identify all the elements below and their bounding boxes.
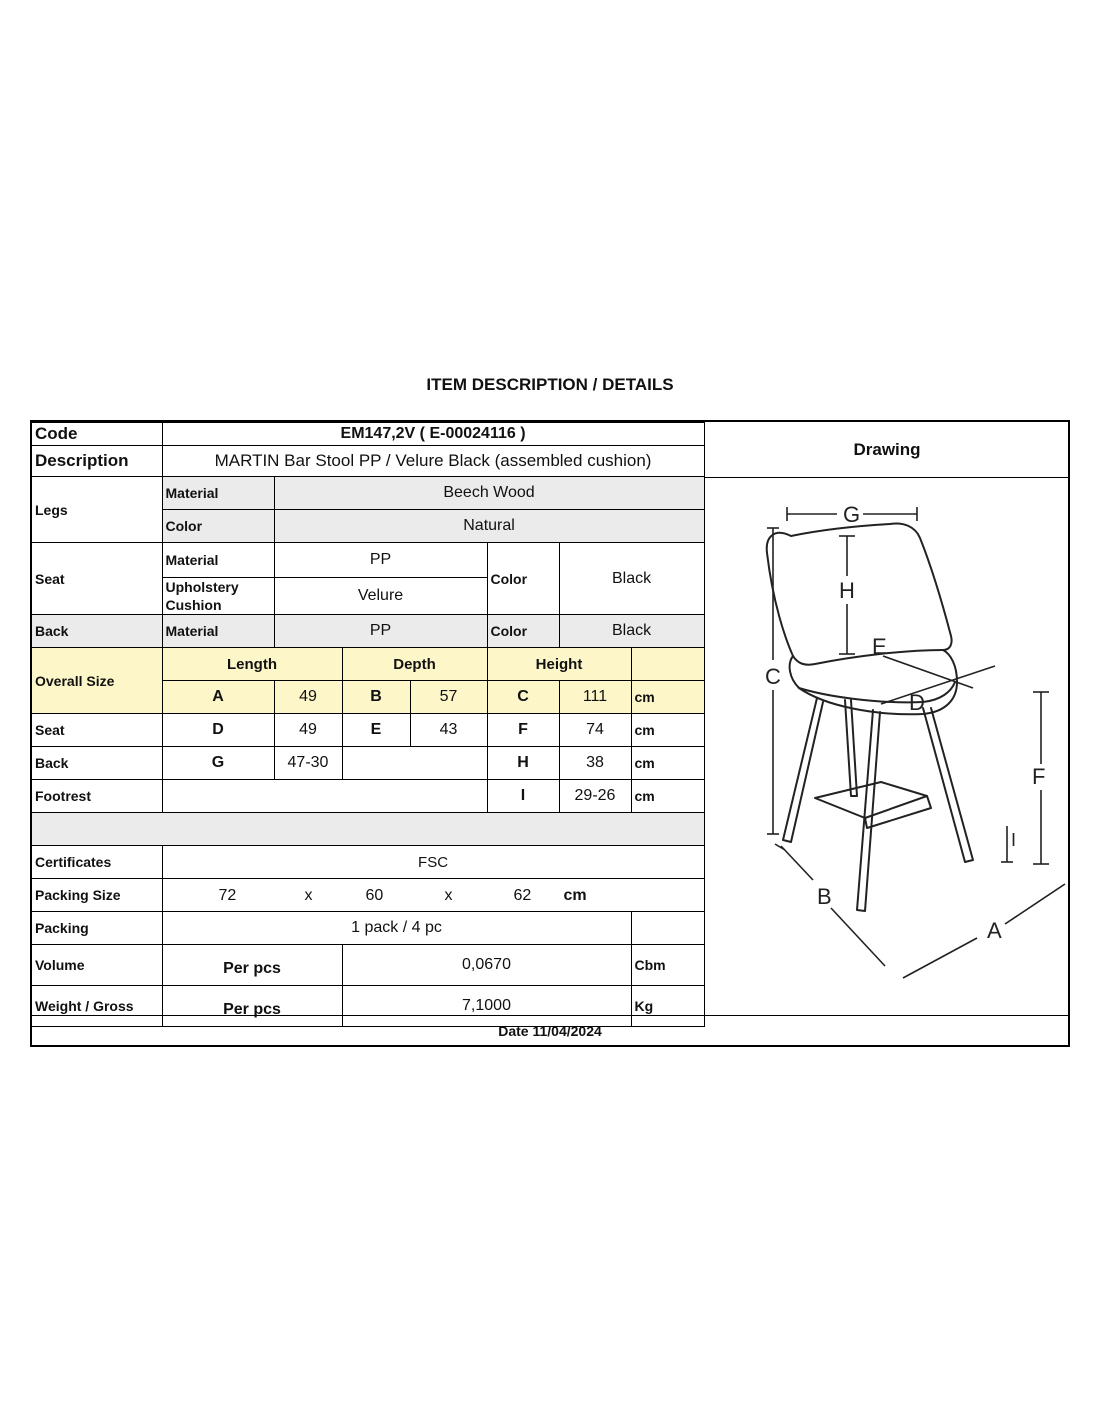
spacer-cell xyxy=(32,813,704,846)
seat-f-value: 74 xyxy=(559,714,631,747)
drawing-header: Drawing xyxy=(704,422,1069,478)
stool-drawing xyxy=(705,478,1069,1016)
back-material-label: Material xyxy=(162,615,274,648)
weight-value: 7,1000 xyxy=(342,986,631,1027)
seat-dims-row xyxy=(32,714,704,747)
packing-length: 72 xyxy=(218,887,237,904)
seat-dims-label: Seat xyxy=(32,714,162,747)
packing-x-1: x xyxy=(304,887,313,904)
packing-width: 60 xyxy=(365,887,384,904)
length-header: Length xyxy=(162,648,342,681)
legs-color-value: Natural xyxy=(274,510,704,543)
seat-material-value: PP xyxy=(274,543,487,578)
packing-x-2: x xyxy=(444,887,453,904)
packing-size-label: Packing Size xyxy=(32,879,162,912)
certificates-value: FSC xyxy=(162,846,704,879)
spec-table xyxy=(32,422,705,1027)
weight-per: Per pcs xyxy=(162,986,342,1027)
footrest-label: Footrest xyxy=(32,780,162,813)
back-color-value: Black xyxy=(559,615,704,648)
letter-e: E xyxy=(872,634,887,659)
seat-e-letter: E xyxy=(342,714,410,747)
seat-e-value: 43 xyxy=(410,714,487,747)
letter-b: B xyxy=(817,884,832,909)
overall-c-letter: C xyxy=(487,681,559,714)
depth-header: Depth xyxy=(342,648,487,681)
volume-value: 0,0670 xyxy=(342,945,631,986)
letter-d: D xyxy=(909,690,925,715)
packing-label: Packing xyxy=(32,912,162,945)
packing-row xyxy=(32,912,704,945)
seat-dims-unit: cm xyxy=(631,714,704,747)
seat-label: Seat xyxy=(32,543,162,615)
date-footer: Date 11/04/2024 xyxy=(32,1015,1068,1046)
volume-label: Volume xyxy=(32,945,162,986)
seat-color-label: Color xyxy=(487,543,559,615)
back-h-value: 38 xyxy=(559,747,631,780)
packing-size-row xyxy=(32,879,704,912)
seat-f-letter: F xyxy=(487,714,559,747)
certificates-row xyxy=(32,846,704,879)
overall-label: Overall Size xyxy=(32,648,162,714)
packing-height: 62 xyxy=(513,887,532,904)
seat-color-value: Black xyxy=(559,543,704,615)
overall-b-letter: B xyxy=(342,681,410,714)
back-h-letter: H xyxy=(487,747,559,780)
letter-f: F xyxy=(1032,764,1046,789)
seat-d-letter: D xyxy=(162,714,274,747)
code-label: Code xyxy=(32,423,162,446)
letter-c: C xyxy=(765,664,781,689)
overall-a-letter: A xyxy=(162,681,274,714)
seat-upholstery-label: Upholstery Cushion xyxy=(162,578,274,615)
certificates-label: Certificates xyxy=(32,846,162,879)
footrest-i-letter: I xyxy=(487,780,559,813)
stool-outline xyxy=(767,524,973,911)
footrest-blank xyxy=(162,780,487,813)
footrest-i-value: 29-26 xyxy=(559,780,631,813)
back-g-letter: G xyxy=(162,747,274,780)
back-dims-row xyxy=(32,747,704,780)
seat-material-label: Material xyxy=(162,543,274,578)
volume-unit: Cbm xyxy=(631,945,704,986)
legs-material-row xyxy=(32,477,704,510)
letter-g: G xyxy=(843,502,861,527)
weight-unit: Kg xyxy=(631,986,704,1027)
packing-blank xyxy=(631,912,704,945)
overall-c-value: 111 xyxy=(559,681,631,714)
back-row xyxy=(32,615,704,648)
back-dims-unit: cm xyxy=(631,747,704,780)
legs-material-value: Beech Wood xyxy=(274,477,704,510)
dimension-letters xyxy=(765,502,1045,943)
weight-label: Weight / Gross xyxy=(32,986,162,1027)
drawing-area xyxy=(704,478,1069,1016)
footrest-row xyxy=(32,780,704,813)
packing-size-unit: cm xyxy=(563,887,587,904)
packing-size-cell xyxy=(162,879,704,912)
overall-header-row xyxy=(32,648,704,681)
back-label: Back xyxy=(32,615,162,648)
volume-per: Per pcs xyxy=(162,945,342,986)
overall-a-value: 49 xyxy=(274,681,342,714)
overall-unit: cm xyxy=(631,681,704,714)
dimension-lines xyxy=(767,507,1065,978)
legs-label: Legs xyxy=(32,477,162,543)
legs-material-label: Material xyxy=(162,477,274,510)
back-color-label: Color xyxy=(487,615,559,648)
spec-sheet xyxy=(30,420,1070,1047)
back-dims-blank xyxy=(342,747,487,780)
letter-h: H xyxy=(839,578,855,603)
volume-row xyxy=(32,945,704,986)
letter-a: A xyxy=(987,918,1002,943)
seat-upholstery-value: Velure xyxy=(274,578,487,615)
back-dims-label: Back xyxy=(32,747,162,780)
spacer-row xyxy=(32,813,704,846)
packing-value: 1 pack / 4 pc xyxy=(162,912,631,945)
document-title: ITEM DESCRIPTION / DETAILS xyxy=(426,375,674,394)
description-label: Description xyxy=(32,446,162,477)
overall-b-value: 57 xyxy=(410,681,487,714)
letter-i: I xyxy=(1011,830,1017,850)
seat-material-row xyxy=(32,543,704,578)
code-value: EM147,2V ( E-00024116 ) xyxy=(162,423,704,446)
description-row xyxy=(32,446,704,477)
height-header: Height xyxy=(487,648,631,681)
legs-color-label: Color xyxy=(162,510,274,543)
code-row xyxy=(32,423,704,446)
back-material-value: PP xyxy=(274,615,487,648)
description-value: MARTIN Bar Stool PP / Velure Black (assembled cushion) xyxy=(162,446,704,477)
footrest-unit: cm xyxy=(631,780,704,813)
unit-header-blank xyxy=(631,648,704,681)
seat-d-value: 49 xyxy=(274,714,342,747)
back-g-value: 47-30 xyxy=(274,747,342,780)
